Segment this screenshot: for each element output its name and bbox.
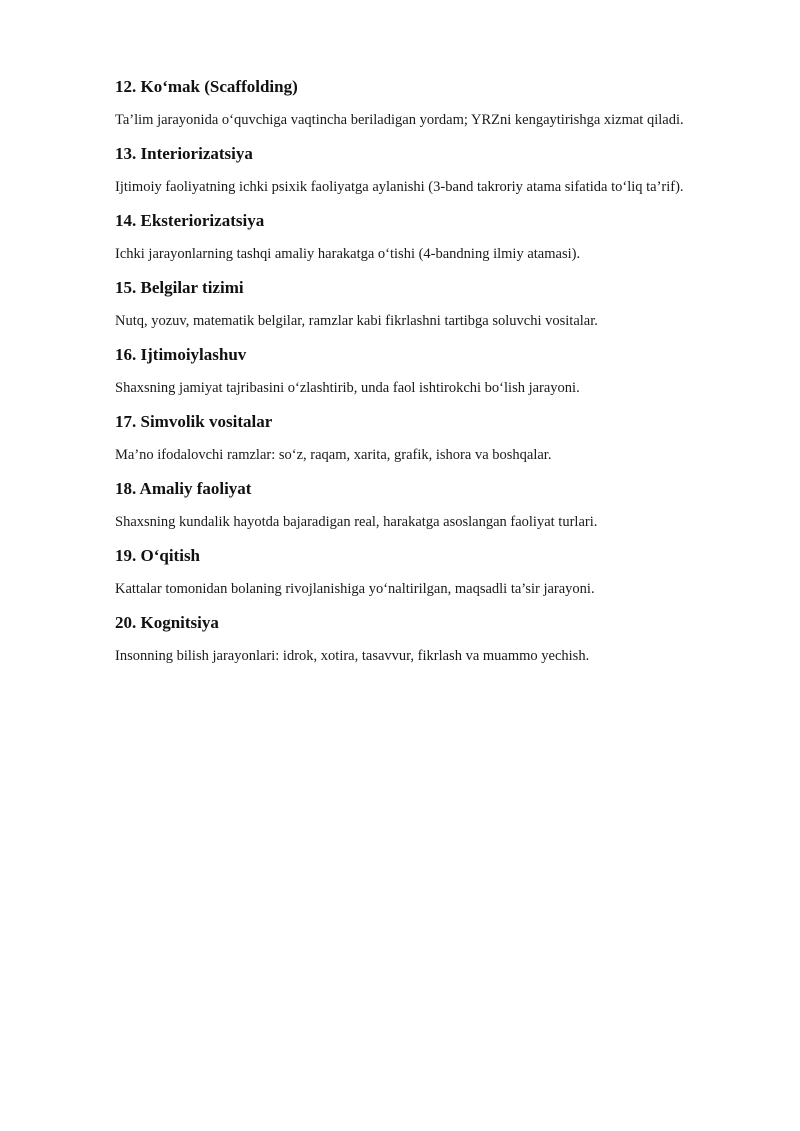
entry-definition: Nutq, yozuv, matematik belgilar, ramzlar kabi fikrlashni tartibga soluvchi vositalar. bbox=[115, 313, 598, 329]
entry-heading: 19. O‘qitish bbox=[115, 546, 201, 565]
entry-heading: 15. Belgilar tizimi bbox=[115, 278, 244, 297]
glossary-entry-16 bbox=[115, 344, 710, 398]
entry-heading: 20. Kognitsiya bbox=[115, 613, 219, 632]
entry-heading: 13. Interiorizatsiya bbox=[115, 144, 253, 163]
glossary-entry-18 bbox=[115, 478, 710, 532]
entry-heading: 12. Ko‘mak (Scaffolding) bbox=[115, 77, 298, 96]
glossary-content bbox=[115, 76, 710, 679]
entry-definition: Ma’no ifodalovchi ramzlar: so‘z, raqam, xarita, grafik, ishora va boshqalar. bbox=[115, 447, 552, 463]
glossary-entry-13 bbox=[115, 143, 710, 197]
entry-heading: 16. Ijtimoiylashuv bbox=[115, 345, 247, 364]
glossary-entry-14 bbox=[115, 210, 710, 264]
glossary-entry-19 bbox=[115, 545, 710, 599]
glossary-entry-15 bbox=[115, 277, 710, 331]
entry-definition: Ichki jarayonlarning tashqi amaliy harakatga o‘tishi (4-bandning ilmiy atamasi). bbox=[115, 246, 581, 262]
entry-heading: 17. Simvolik vositalar bbox=[115, 412, 273, 431]
glossary-entry-12 bbox=[115, 76, 710, 130]
entry-definition: Ijtimoiy faoliyatning ichki psixik faoliyatga aylanishi (3-band takroriy atama sifatida to‘liq ta’rif). bbox=[115, 179, 684, 195]
entry-definition: Shaxsning kundalik hayotda bajaradigan real, harakatga asoslangan faoliyat turlari. bbox=[115, 514, 598, 530]
glossary-entry-17 bbox=[115, 411, 710, 465]
entry-definition: Ta’lim jarayonida o‘quvchiga vaqtincha beriladigan yordam; YRZni kengaytirishga xizmat qiladi. bbox=[115, 112, 684, 128]
glossary-entry-20 bbox=[115, 612, 710, 666]
entry-definition: Shaxsning jamiyat tajribasini o‘zlashtirib, unda faol ishtirokchi bo‘lish jarayoni. bbox=[115, 380, 580, 396]
entry-definition: Insonning bilish jarayonlari: idrok, xotira, tasavvur, fikrlash va muammo yechish. bbox=[115, 648, 590, 664]
entry-definition: Kattalar tomonidan bolaning rivojlanishiga yo‘naltirilgan, maqsadli ta’sir jarayoni. bbox=[115, 581, 595, 597]
entry-heading: 14. Eksteriorizatsiya bbox=[115, 211, 265, 230]
entry-heading: 18. Amaliy faoliyat bbox=[115, 479, 252, 498]
